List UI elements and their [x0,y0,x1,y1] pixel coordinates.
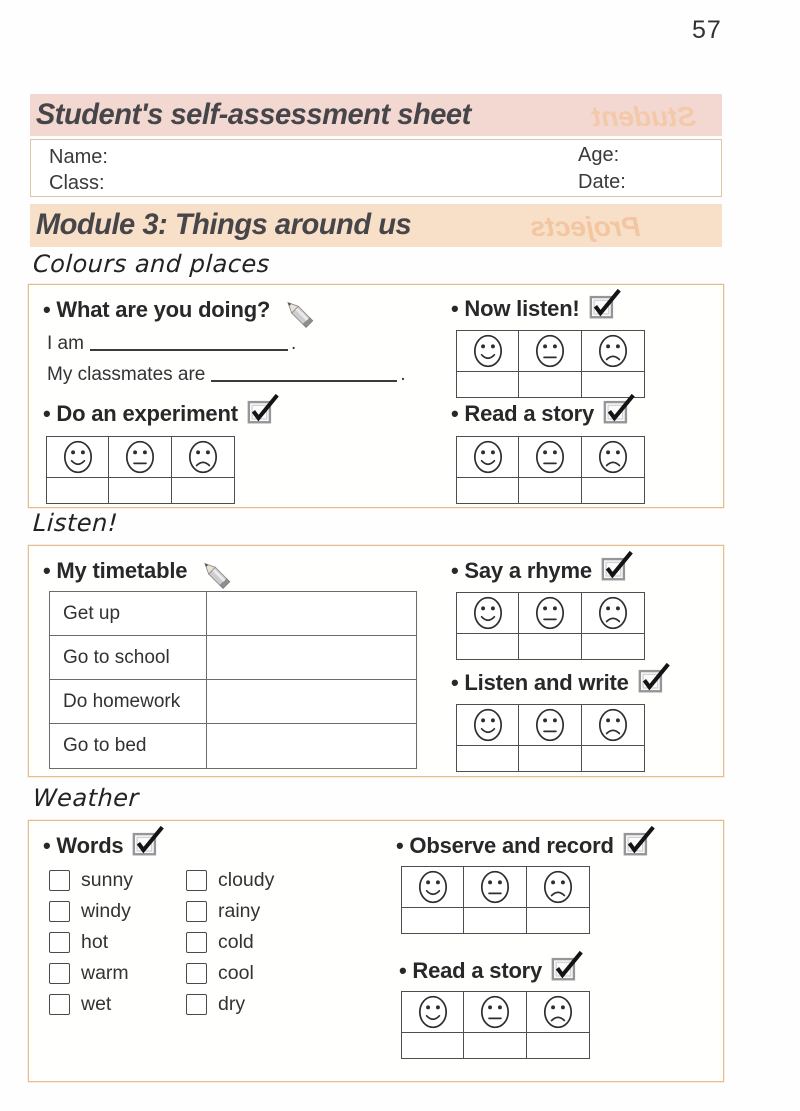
task-words [43,829,166,862]
word-item [186,931,274,954]
rating-mark-cell-happy[interactable] [457,478,519,503]
rating-mark-cell-sad[interactable] [582,478,644,503]
name-field-label: Name: [49,146,108,168]
word-label: dry [218,993,246,1015]
colours-panel [28,284,724,508]
word-label: wet [81,993,112,1015]
rating-mark-cell-neutral[interactable] [519,634,581,659]
rating-mark-cell-sad[interactable] [582,746,644,771]
line-suffix: . [290,333,297,354]
neutral-face-icon [519,437,581,478]
checked-checkbox-icon [602,392,637,425]
listen-panel [28,545,724,777]
sad-face-icon [582,593,644,634]
sad-face-icon [582,437,644,478]
rating-mark-cell-neutral[interactable] [464,1033,526,1058]
task-now-listen [451,292,623,325]
write-blank[interactable] [211,368,397,382]
happy-face-icon [402,992,464,1033]
word-item [186,993,274,1016]
word-label: cold [218,931,254,953]
smiley-rating-table-now-listen [456,330,645,398]
happy-face-icon [457,593,519,634]
fill-line-classmates [47,364,406,386]
neutral-face-icon [519,705,581,746]
word-checkbox[interactable] [186,994,207,1015]
checked-checkbox-icon [622,824,657,857]
pencil-icon [280,294,316,330]
sad-face-icon [172,437,234,478]
word-label: sunny [81,869,134,891]
rating-mark-cell-happy[interactable] [457,746,519,771]
checked-checkbox-icon [600,549,635,582]
smiley-rating-table-listen-and-write [456,704,645,772]
task-do-an-experiment [43,397,281,430]
checked-checkbox-icon [588,287,623,320]
word-label: cool [218,962,254,984]
rating-mark-cell-neutral[interactable] [519,746,581,771]
task-label: • Now listen! [451,296,580,322]
timetable-activity: Get up [50,592,207,636]
word-label: cloudy [218,869,275,891]
module-heading: Module 3: Things around us [35,208,412,241]
date-field-label: Date: [578,171,626,193]
section-heading-colours: Colours and places [32,250,271,278]
rating-mark-cell-sad[interactable] [172,478,234,503]
word-item [186,900,274,923]
task-read-a-story-weather [399,954,585,987]
smiley-rating-table-read-a-story [456,436,645,504]
neutral-face-icon [519,331,581,372]
smiley-rating-table-read-a-story-weather [401,991,590,1059]
smiley-rating-table-observe-and-record [401,866,590,934]
word-item [186,869,274,892]
task-my-timetable [43,553,233,589]
task-observe-and-record [396,829,657,862]
smiley-rating-table-do-an-experiment [46,436,235,504]
neutral-face-icon [109,437,171,478]
module-band [30,204,722,247]
sad-face-icon [582,331,644,372]
task-label: • Do an experiment [43,401,238,427]
checked-checkbox-icon [246,392,281,425]
sad-face-icon [527,867,589,908]
word-item [186,962,274,985]
word-checkbox[interactable] [186,901,207,922]
rating-mark-cell-happy[interactable] [402,1033,464,1058]
timetable-entry-cell[interactable] [207,592,416,636]
word-checkbox[interactable] [49,870,70,891]
word-item [49,931,186,954]
rating-mark-cell-happy[interactable] [402,908,464,933]
neutral-face-icon [519,593,581,634]
timetable-activity: Go to bed [50,724,207,768]
word-label: hot [81,931,109,953]
word-checkbox[interactable] [49,963,70,984]
smiley-rating-table-say-a-rhyme [456,592,645,660]
timetable [49,591,417,769]
checked-checkbox-icon [637,661,672,694]
bleed-through-module-text: Projects [529,211,640,242]
rating-mark-cell-happy[interactable] [47,478,109,503]
task-read-a-story [451,397,637,430]
task-label: • Listen and write [451,670,629,696]
word-checkbox[interactable] [49,994,70,1015]
word-checkbox[interactable] [186,932,207,953]
timetable-entry-cell[interactable] [207,636,416,680]
word-item [49,993,186,1016]
title-band [30,94,722,136]
word-label: windy [81,900,131,922]
weather-words-list [49,865,274,1020]
age-field-label: Age: [578,144,620,166]
task-label: • Read a story [451,401,594,427]
word-item [49,900,186,923]
class-field-label: Class: [49,172,105,194]
word-checkbox[interactable] [186,870,207,891]
task-label: • What are you doing? [43,297,270,323]
task-label: • Read a story [399,958,542,984]
bleed-through-title-text: Student [591,101,696,132]
weather-panel [28,820,724,1082]
line-prefix: I am [47,333,84,354]
neutral-face-icon [464,867,526,908]
word-checkbox[interactable] [186,963,207,984]
happy-face-icon [47,437,109,478]
word-item [49,962,186,985]
rating-mark-cell-neutral[interactable] [519,372,581,397]
happy-face-icon [402,867,464,908]
rating-mark-cell-sad[interactable] [582,634,644,659]
pencil-icon [197,555,233,591]
fill-line-i-am [47,333,296,355]
task-label: • Observe and record [396,833,614,859]
page-number: 57 [692,16,722,44]
write-blank[interactable] [90,337,288,351]
rating-mark-cell-neutral[interactable] [109,478,171,503]
timetable-entry-cell[interactable] [207,680,416,724]
task-label: • Say a rhyme [451,558,592,584]
word-label: rainy [218,900,261,922]
word-checkbox[interactable] [49,901,70,922]
word-item [49,869,186,892]
rating-mark-cell-happy[interactable] [457,372,519,397]
task-label: • My timetable [43,558,187,584]
rating-mark-cell-neutral[interactable] [464,908,526,933]
line-prefix: My classmates are [47,364,206,385]
word-checkbox[interactable] [49,932,70,953]
rating-mark-cell-sad[interactable] [527,1033,589,1058]
checked-checkbox-icon [550,949,585,982]
line-suffix: . [400,364,406,385]
task-what-are-you-doing [43,292,316,328]
timetable-entry-cell[interactable] [207,724,416,768]
rating-mark-cell-neutral[interactable] [519,478,581,503]
page-title: Student's self-assessment sheet [35,98,471,131]
task-say-a-rhyme [451,554,635,587]
rating-mark-cell-happy[interactable] [457,634,519,659]
sad-face-icon [582,705,644,746]
task-label: • Words [43,833,123,859]
happy-face-icon [457,705,519,746]
happy-face-icon [457,437,519,478]
task-listen-and-write [451,666,672,699]
rating-mark-cell-sad[interactable] [527,908,589,933]
happy-face-icon [457,331,519,372]
section-heading-listen: Listen! [32,509,119,537]
word-label: warm [81,962,129,984]
section-heading-weather: Weather [32,784,140,812]
checked-checkbox-icon [131,824,166,857]
timetable-activity: Do homework [50,680,207,724]
neutral-face-icon [464,992,526,1033]
timetable-activity: Go to school [50,636,207,680]
sad-face-icon [527,992,589,1033]
student-info-box [30,139,722,197]
